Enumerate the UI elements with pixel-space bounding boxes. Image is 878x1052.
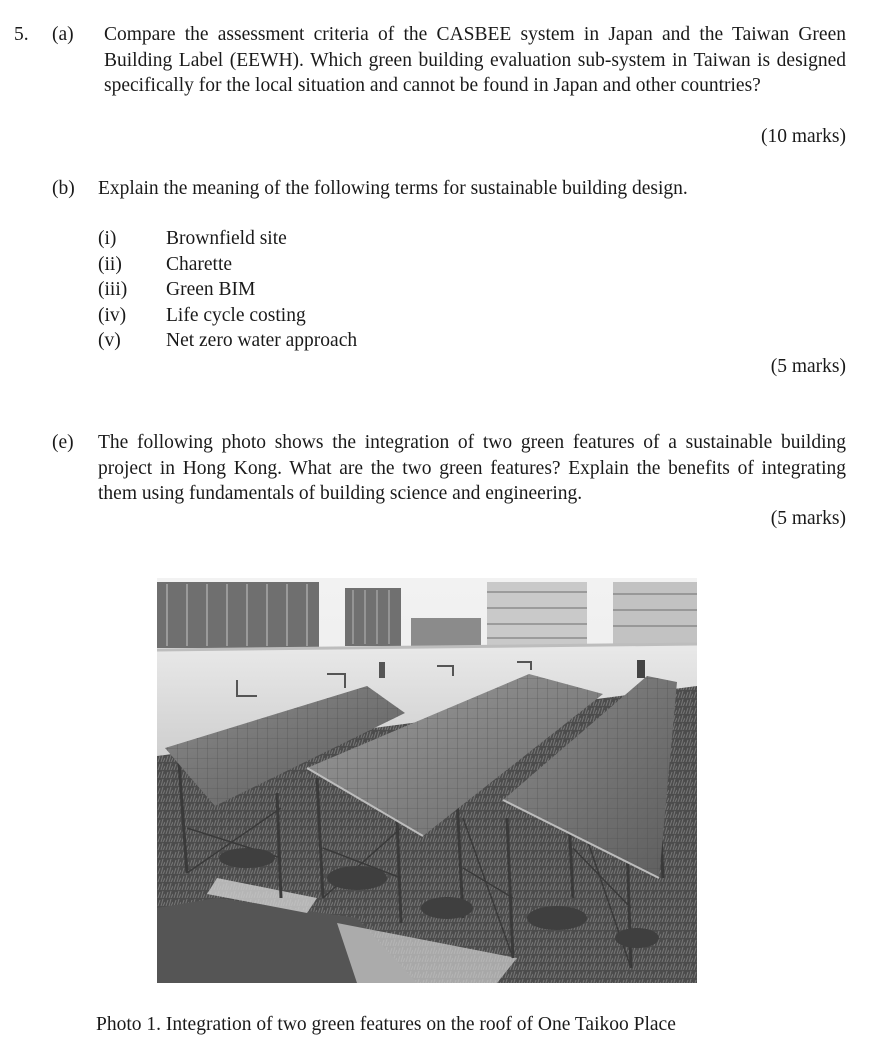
part-b-label: (b): [52, 178, 75, 199]
term-number: (ii): [98, 253, 122, 275]
list-item: [98, 252, 598, 278]
part-a-label: (a): [52, 24, 74, 45]
part-a-marks: (10 marks): [760, 126, 846, 147]
term-list: [98, 226, 598, 354]
list-item: [98, 226, 598, 252]
term-text: Net zero water approach: [166, 330, 358, 351]
part-e-text: The following photo shows the integration of two green features of a sustainable building project in Hong Kong. What are the two green features? Explain the benefits of integrating them using fundamentals of building science and engineering.: [98, 432, 846, 504]
term-number: (iv): [98, 304, 127, 326]
question-number: 5.: [14, 24, 29, 45]
term-number: (i): [98, 228, 117, 249]
part-b-text: Explain the meaning of the following terms for sustainable building design.: [98, 178, 688, 199]
term-text: Brownfield site: [166, 228, 287, 249]
term-text: Green BIM: [166, 279, 256, 300]
part-e-marks: (5 marks): [770, 508, 846, 529]
part-e-label: (e): [52, 432, 74, 453]
part-b-marks: (5 marks): [770, 356, 846, 377]
part-a-text: Compare the assessment criteria of the CASBEE system in Japan and the Taiwan Green Building Label (EEWH). Which green building evaluation sub-system in Taiwan is designed specifically for the local situation and cannot be found in Japan and other countries?: [104, 24, 846, 96]
term-text: Charette: [166, 253, 233, 275]
term-text: Life cycle costing: [166, 304, 306, 326]
photo-caption: Photo 1. Integration of two green features on the roof of One Taikoo Place: [96, 1014, 676, 1035]
term-number: (iii): [98, 279, 128, 300]
rooftop-solar-photo: [157, 578, 697, 983]
list-item: [98, 328, 598, 354]
list-item: [98, 277, 598, 303]
term-number: (v): [98, 330, 121, 351]
list-item: [98, 303, 598, 329]
